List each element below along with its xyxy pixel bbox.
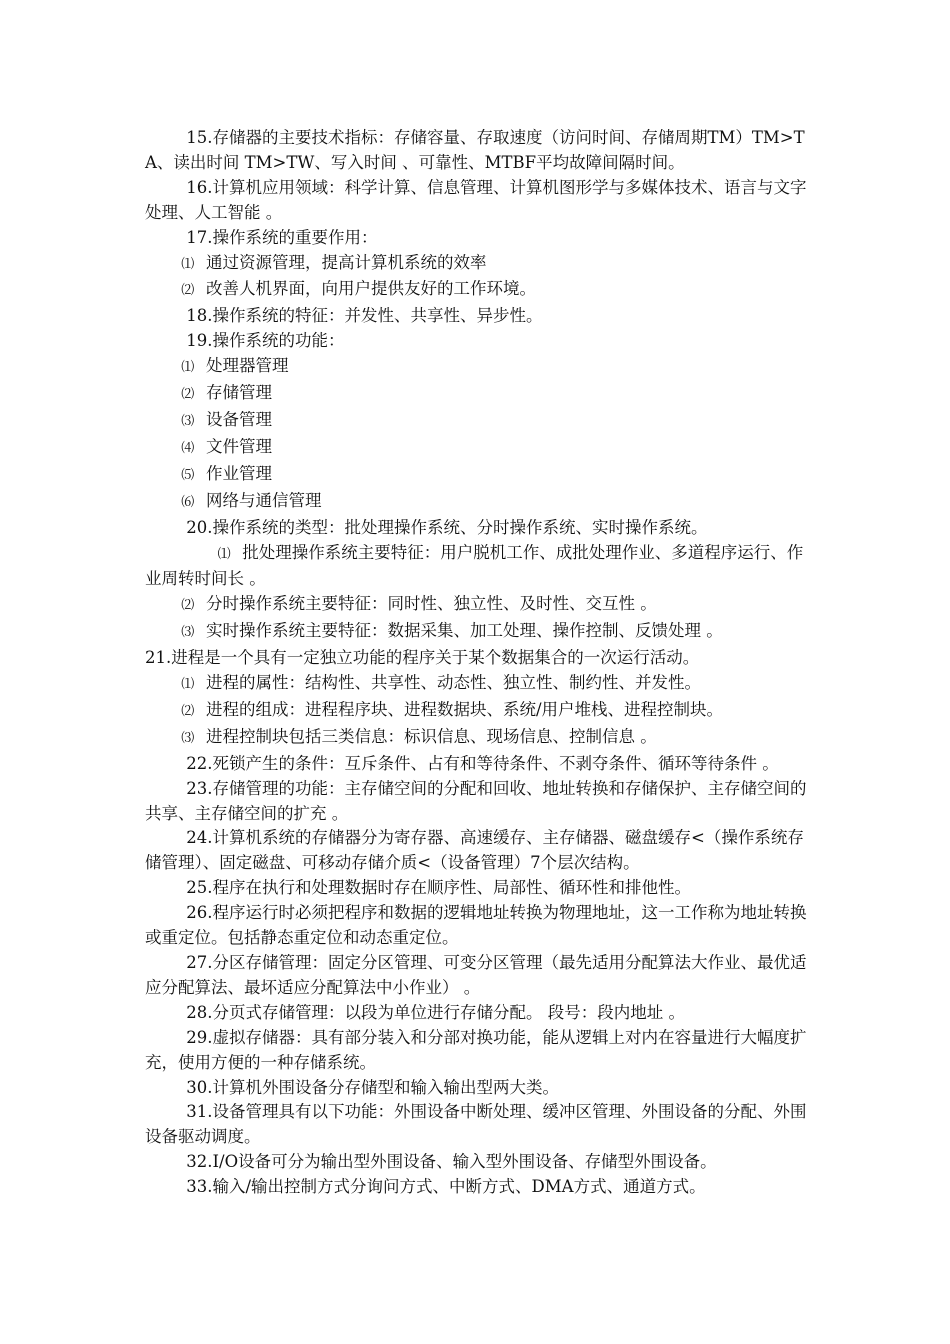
paragraph-text: 进程的组成：进程程序块、进程数据块、系统/用户堆栈、进程控制块。: [206, 699, 724, 719]
list-item: [145, 619, 815, 646]
paragraph-text: 33.输入/输出控制方式分询问方式、中断方式、DMA方式、通道方式。: [186, 1177, 706, 1197]
list-item-number: ⑵: [181, 703, 195, 719]
list-item-number: ⑴: [217, 546, 231, 562]
list-item: [145, 489, 815, 516]
paragraph-text: 实时操作系统主要特征：数据采集、加工处理、操作控制、反馈处理 。: [206, 621, 723, 641]
paragraph-text: 22.死锁产生的条件：互斥条件、占有和等待条件、不剥夺条件、循环等待条件 。: [186, 753, 779, 773]
paragraph-text: 27.分区存储管理：固定分区管理、可变分区管理（最先适用分配算法大作业、最优适应分配算法、最坏适应分配算法中小作业） 。: [145, 953, 807, 997]
paragraph-text: 17.操作系统的重要作用：: [186, 227, 378, 247]
paragraph: [145, 777, 815, 827]
paragraph-text: 作业管理: [206, 463, 272, 483]
paragraph: [145, 1100, 815, 1150]
paragraph-text: 存储管理: [206, 383, 272, 403]
list-item: [145, 698, 815, 725]
paragraph-text: 31.设备管理具有以下功能：外围设备中断处理、缓冲区管理、外围设备的分配、外围设备驱动调度。: [145, 1102, 807, 1147]
list-item: [145, 435, 815, 462]
paragraph-text: 网络与通信管理: [206, 490, 322, 510]
paragraph-text: 28.分页式存储管理：以段为单位进行存储分配。 段号：段内地址 。: [186, 1002, 685, 1022]
paragraph: [145, 1175, 815, 1200]
list-item-number: ⑵: [181, 283, 195, 299]
paragraph: [145, 951, 815, 1001]
list-item-number: ⑶: [181, 730, 195, 746]
paragraph-text: 15.存储器的主要技术指标：存储容量、存取速度（访问时间、存储周期TM）TM>TA、读出时间 TM>TW、写入时间 、可靠性、MTBF平均故障间隔时间。: [145, 128, 805, 172]
list-item: [145, 592, 815, 619]
paragraph-text: 26.程序运行时必须把程序和数据的逻辑地址转换为物理地址，这一工作称为地址转换或重定位。包括静态重定位和动态重定位。: [145, 903, 807, 948]
paragraph: [145, 329, 815, 354]
list-item-number: ⑶: [181, 625, 195, 641]
paragraph: [145, 516, 815, 541]
list-item-number: ⑸: [181, 467, 195, 483]
list-item-number: ⑷: [181, 440, 195, 456]
list-item: [145, 251, 815, 278]
document-body: [145, 126, 815, 1200]
paragraph: [145, 646, 815, 671]
paragraph: [145, 126, 815, 176]
list-item-number: ⑵: [181, 598, 195, 614]
paragraph-text: 文件管理: [206, 436, 272, 456]
paragraph-text: 21.进程是一个具有一定独立功能的程序关于某个数据集合的一次运行活动。: [145, 648, 700, 668]
list-item: [145, 354, 815, 381]
list-item: [145, 462, 815, 489]
paragraph: [145, 1026, 815, 1076]
list-item: [145, 671, 815, 698]
list-item: [145, 541, 815, 593]
paragraph-text: 处理器管理: [206, 356, 289, 376]
paragraph-text: 23.存储管理的功能：主存储空间的分配和回收、地址转换和存储保护、主存储空间的共享、主存储空间的扩充 。: [145, 778, 807, 823]
list-item: [145, 381, 815, 408]
paragraph-text: 分时操作系统主要特征：同时性、独立性、及时性、交互性 。: [206, 594, 657, 614]
paragraph: [145, 901, 815, 951]
paragraph: [145, 304, 815, 329]
paragraph-text: 进程控制块包括三类信息：标识信息、现场信息、控制信息 。: [206, 726, 657, 746]
paragraph-text: 18.操作系统的特征：并发性、共享性、异步性。: [186, 306, 543, 326]
paragraph-text: 29.虚拟存储器：具有部分装入和分部对换功能，能从逻辑上对内在容量进行大幅度扩充，使用方便的一种存储系统。: [145, 1027, 807, 1072]
paragraph: [145, 826, 815, 876]
list-item-number: ⑴: [181, 677, 195, 693]
list-item-number: ⑵: [181, 387, 195, 403]
list-item-number: ⑴: [181, 256, 195, 272]
paragraph-text: 30.计算机外围设备分存储型和输入输出型两大类。: [186, 1077, 559, 1097]
list-item-number: ⑴: [181, 360, 195, 376]
paragraph: [145, 1150, 815, 1175]
paragraph-text: 批处理操作系统主要特征：用户脱机工作、成批处理作业、多道程序运行、作业周转时间长 。: [145, 542, 804, 589]
paragraph: [145, 1076, 815, 1101]
paragraph-text: 16.计算机应用领域：科学计算、信息管理、计算机图形学与多媒体技术、语言与文字处理、人工智能 。: [145, 177, 807, 222]
list-item-number: ⑹: [181, 494, 195, 510]
paragraph-text: 32.I/O设备可分为输出型外围设备、输入型外围设备、存储型外围设备。: [186, 1152, 717, 1172]
list-item: [145, 408, 815, 435]
paragraph-text: 通过资源管理，提高计算机系统的效率: [206, 252, 487, 272]
list-item: [145, 725, 815, 752]
paragraph: [145, 1001, 815, 1026]
paragraph: [145, 752, 815, 777]
paragraph-text: 19.操作系统的功能：: [186, 331, 345, 351]
paragraph-text: 进程的属性：结构性、共享性、动态性、独立性、制约性、并发性。: [206, 673, 701, 693]
paragraph-text: 设备管理: [206, 409, 272, 429]
paragraph-text: 24.计算机系统的存储器分为寄存器、高速缓存、主存储器、磁盘缓存<（操作系统存储管理）、固定磁盘、可移动存储介质<（设备管理）7个层次结构。: [145, 828, 804, 873]
list-item-number: ⑶: [181, 413, 195, 429]
paragraph-text: 25.程序在执行和处理数据时存在顺序性、局部性、循环性和排他性。: [186, 878, 691, 898]
list-item: [145, 277, 815, 304]
paragraph: [145, 876, 815, 901]
paragraph: [145, 176, 815, 226]
paragraph-text: 改善人机界面，向用户提供友好的工作环境。: [206, 279, 536, 299]
paragraph: [145, 226, 815, 251]
paragraph-text: 20.操作系统的类型：批处理操作系统、分时操作系统、实时操作系统。: [186, 517, 708, 537]
